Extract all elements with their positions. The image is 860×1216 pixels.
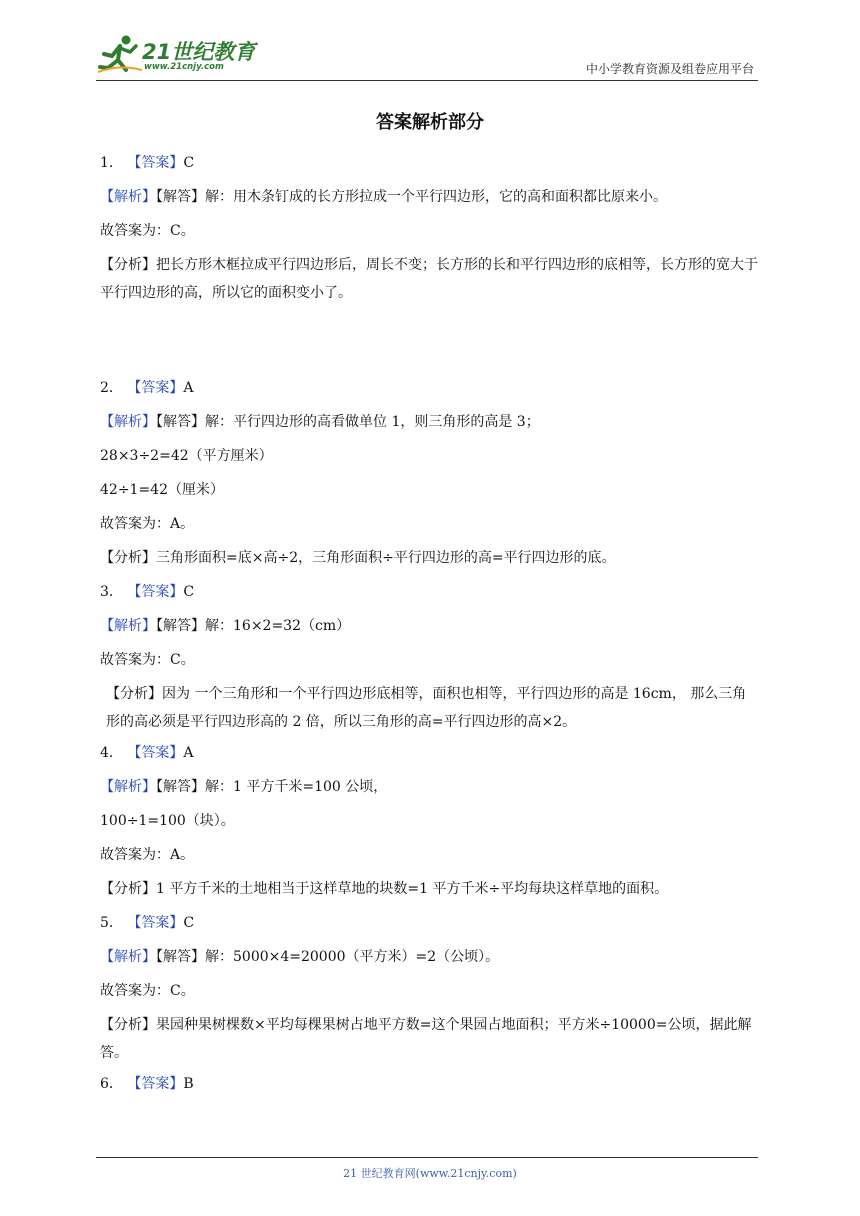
spacer <box>100 307 760 371</box>
q6-number: 6． <box>100 1076 123 1092</box>
answer-tag: 【答案】 <box>127 915 184 931</box>
solve-tag: 【解答】 <box>156 618 205 634</box>
answer-content <box>100 146 760 1101</box>
q1-solve: 解：用木条钉成的长方形拉成一个平行四边形，它的高和面积都比原来小。 <box>205 189 667 205</box>
solve-tag: 【解答】 <box>156 949 205 965</box>
q2-reason: 三角形面积=底×高÷2，三角形面积÷平行四边形的高=平行四边形的底。 <box>156 550 616 566</box>
analysis-tag: 【解析】 <box>100 618 156 634</box>
q3-conclusion: 故答案为：C。 <box>100 652 195 668</box>
answer-tag: 【答案】 <box>127 1076 184 1092</box>
q1-reason: 把长方形木框拉成平行四边形后，周长不变；长方形的长和平行四边形的底相等，长方形的宽大于平行四边形的高，所以它的面积变小了。 <box>100 257 758 301</box>
q1-number: 1． <box>100 155 123 171</box>
logo <box>96 34 266 76</box>
reason-tag: 【分析】 <box>106 686 162 702</box>
q5-answer: C <box>183 915 195 931</box>
answer-tag: 【答案】 <box>127 584 184 600</box>
q4-answer-line <box>100 736 760 770</box>
analysis-tag: 【解析】 <box>100 949 156 965</box>
answer-tag: 【答案】 <box>127 380 184 396</box>
q2-conclusion: 故答案为：A。 <box>100 516 195 532</box>
q3-answer: C <box>183 584 195 600</box>
q4-conclusion: 故答案为：A。 <box>100 847 195 863</box>
q2-solve-line <box>100 405 760 439</box>
q2-step2: 42÷1=42（厘米） <box>100 482 224 498</box>
q1-conclusion: 故答案为：C。 <box>100 223 195 239</box>
analysis-tag: 【解析】 <box>100 414 156 430</box>
q3-reason: 因为 一个三角形和一个平行四边形底相等，面积也相等，平行四边形的高是 16cm， 那么三角形的高必须是平行四边形高的 2 倍，所以三角形的高=平行四边形的高×2。 <box>106 686 747 730</box>
q4-step1: 100÷1=100（块）。 <box>100 813 235 829</box>
q4-reason: 1 平方千米的土地相当于这样草地的块数=1 平方千米÷平均每块这样草地的面积。 <box>156 881 669 897</box>
q2-answer: A <box>183 380 194 396</box>
q4-number: 4． <box>100 745 123 761</box>
page-footer[interactable]: 21 世纪教育网(www.21cnjy.com) <box>343 1167 517 1180</box>
q2-reason-line <box>100 541 760 575</box>
solve-tag: 【解答】 <box>156 414 205 430</box>
q5-solve-line <box>100 940 760 974</box>
q2-step1: 28×3÷2=42（平方厘米） <box>100 448 273 464</box>
q3-solve: 解：16×2=32（cm） <box>205 618 351 634</box>
q6-answer-line <box>100 1067 760 1101</box>
q4-solve: 解：1 平方千米=100 公顷， <box>205 779 388 795</box>
q1-solve-line <box>100 180 760 214</box>
reason-tag: 【分析】 <box>100 881 156 897</box>
q2-answer-line <box>100 371 760 405</box>
q6-answer: B <box>183 1076 194 1092</box>
platform-name: 中小学教育资源及组卷应用平台 <box>585 62 754 76</box>
q2-number: 2． <box>100 380 123 396</box>
solve-tag: 【解答】 <box>156 189 205 205</box>
q3-number: 3． <box>100 584 123 600</box>
q3-solve-line <box>100 609 760 643</box>
logo-url: www.21cnjy.com <box>144 62 224 72</box>
q5-conclusion: 故答案为：C。 <box>100 983 195 999</box>
answer-tag: 【答案】 <box>127 745 184 761</box>
q4-answer: A <box>183 745 194 761</box>
analysis-tag: 【解析】 <box>100 189 156 205</box>
footer-divider <box>96 1157 758 1158</box>
q5-answer-line <box>100 906 760 940</box>
q5-reason-line <box>100 1011 760 1067</box>
q4-reason-line <box>100 872 760 906</box>
q3-answer-line <box>100 575 760 609</box>
logo-text: 21世纪教育 <box>142 40 256 64</box>
runner-icon <box>96 34 142 76</box>
q4-solve-line <box>100 770 760 804</box>
q1-answer: C <box>183 155 195 171</box>
reason-tag: 【分析】 <box>100 550 156 566</box>
q2-solve: 解：平行四边形的高看做单位 1，则三角形的高是 3； <box>205 414 540 430</box>
q1-reason-line <box>100 251 760 307</box>
answer-tag: 【答案】 <box>127 155 184 171</box>
q3-reason-line <box>100 680 760 736</box>
analysis-tag: 【解析】 <box>100 779 156 795</box>
q5-reason: 果园种果树棵数×平均每棵果树占地平方数=这个果园占地面积；平方米÷10000=公顷，据此解答。 <box>100 1017 752 1061</box>
q5-solve: 解：5000×4=20000（平方米）=2（公顷）。 <box>205 949 500 965</box>
solve-tag: 【解答】 <box>156 779 205 795</box>
page-title: 答案解析部分 <box>376 112 484 133</box>
q5-number: 5． <box>100 915 123 931</box>
page-header <box>96 28 758 81</box>
q1-answer-line <box>100 146 760 180</box>
reason-tag: 【分析】 <box>100 1017 156 1033</box>
reason-tag: 【分析】 <box>100 257 156 273</box>
